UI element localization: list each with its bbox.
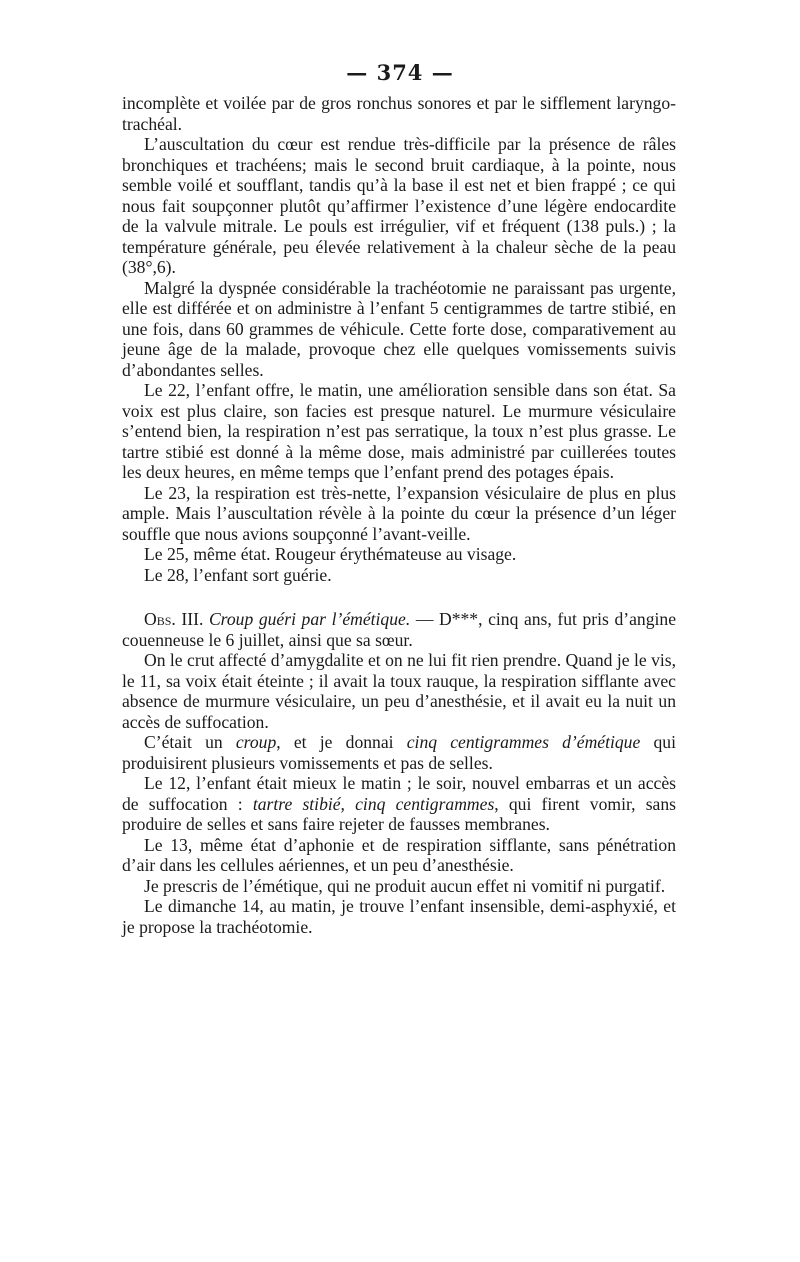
text-run: C’était un xyxy=(144,732,236,752)
observation-label: Obs. III. xyxy=(144,609,204,629)
text-run: qui produisirent plusieurs vomissements et pas de selles. xyxy=(122,732,676,773)
paragraph-day-22: Le 22, l’enfant offre, le matin, une amélioration sensible dans son état. Sa voix est plus claire, son facies est presque naturel. Le murmure vésiculaire s’entend bien, la respiration n’est pas serratique, la toux n’est plus grasse. Le tartre stibié est donné à la même dose, mais administré par cuillerées toutes les deux heures, en même temps que l’enfant prend des potages épais. xyxy=(122,380,676,482)
observation-paragraph-4: Le 13, même état d’aphonie et de respiration sifflante, sans pénétration d’air dans les cellules aériennes, et un peu d’anesthésie. xyxy=(122,834,676,875)
text-run: Le 12, l’enfant était mieux le matin ; le soir, nouvel embarras et un accès de suffocation : xyxy=(122,773,676,814)
observation-paragraph-1: On le crut affecté d’amygdalite et on ne lui fit rien prendre. Quand je le vis, le 11, sa voix était éteinte ; il avait la toux rauque, la respiration sifflante avec absence de murmure vésiculaire, un peu d’anesthésie, et il avait eu la nuit un accès de suffocation. xyxy=(122,650,676,732)
paragraph-treatment: Malgré la dyspnée considérable la trachéotomie ne paraissant pas urgente, elle est différée et on administre à l’enfant 5 centigrammes de tartre stibié, en une fois, dans 60 grammes de véhicule. Cette forte dose, comparativement au jeune âge de la malade, provoque chez elle quelques vomissements suivis d’abondantes selles. xyxy=(122,277,676,380)
observation-heading xyxy=(122,609,676,650)
text-run: , et je donnai xyxy=(276,732,407,752)
observation-dash: — xyxy=(410,609,439,629)
italic-term-dose: cinq centigrammes d’émétique xyxy=(406,732,641,752)
observation-paragraph-3 xyxy=(122,773,676,835)
observation-title: Croup guéri par l’émétique. xyxy=(208,609,411,629)
observation-intro: D***, cinq ans, fut pris d’angine couenneuse le 6 juillet, ainsi que sa sœur. xyxy=(122,609,677,650)
paragraph-continuation: incomplète et voilée par de gros ronchus sonores et par le sifflement laryngo-trachéal. xyxy=(122,93,676,134)
body-text xyxy=(122,93,676,937)
observation-paragraph-5: Je prescris de l’émétique, qui ne produit aucun effet ni vomitif ni purgatif. xyxy=(144,875,666,896)
paragraph-day-23: Le 23, la respiration est très-nette, l’expansion vésiculaire de plus en plus ample. Mais l’auscultation révèle à la pointe du cœur la présence d’un léger souffle que nous avions soupçonné l’avant-veille. xyxy=(122,482,676,544)
observation-paragraph-2 xyxy=(122,732,676,773)
observation-paragraph-6: Le dimanche 14, au matin, je trouve l’enfant insensible, demi-asphyxié, et je propose la trachéotomie. xyxy=(122,896,676,937)
paragraph-auscultation: L’auscultation du cœur est rendue très-difficile par la présence de râles bronchiques et trachéens; mais le second bruit cardiaque, à la pointe, nous semble voilé et soufflant, tandis qu’à la base il est net et bien frappé ; ce qui nous fait soupçonner plutôt qu’affirmer l’existence d’une légère endocardite de la valvule mitrale. Le pouls est irrégulier, vif et fréquent (138 puls.) ; la température générale, peu élevée relativement à la chaleur sèche de la peau (38°,6). xyxy=(122,134,676,277)
italic-term-tartre: tartre stibié, cinq centigrammes xyxy=(252,793,495,814)
text-run: , qui firent vomir, sans produire de selles et sans faire rejeter de fausses membranes. xyxy=(122,793,676,834)
paragraph-day-25: Le 25, même état. Rougeur érythémateuse au visage. xyxy=(144,544,517,564)
italic-term-croup: croup xyxy=(235,732,277,752)
page-number: — 374 — xyxy=(346,60,454,85)
paragraph-day-28: Le 28, l’enfant sort guérie. xyxy=(144,564,332,585)
